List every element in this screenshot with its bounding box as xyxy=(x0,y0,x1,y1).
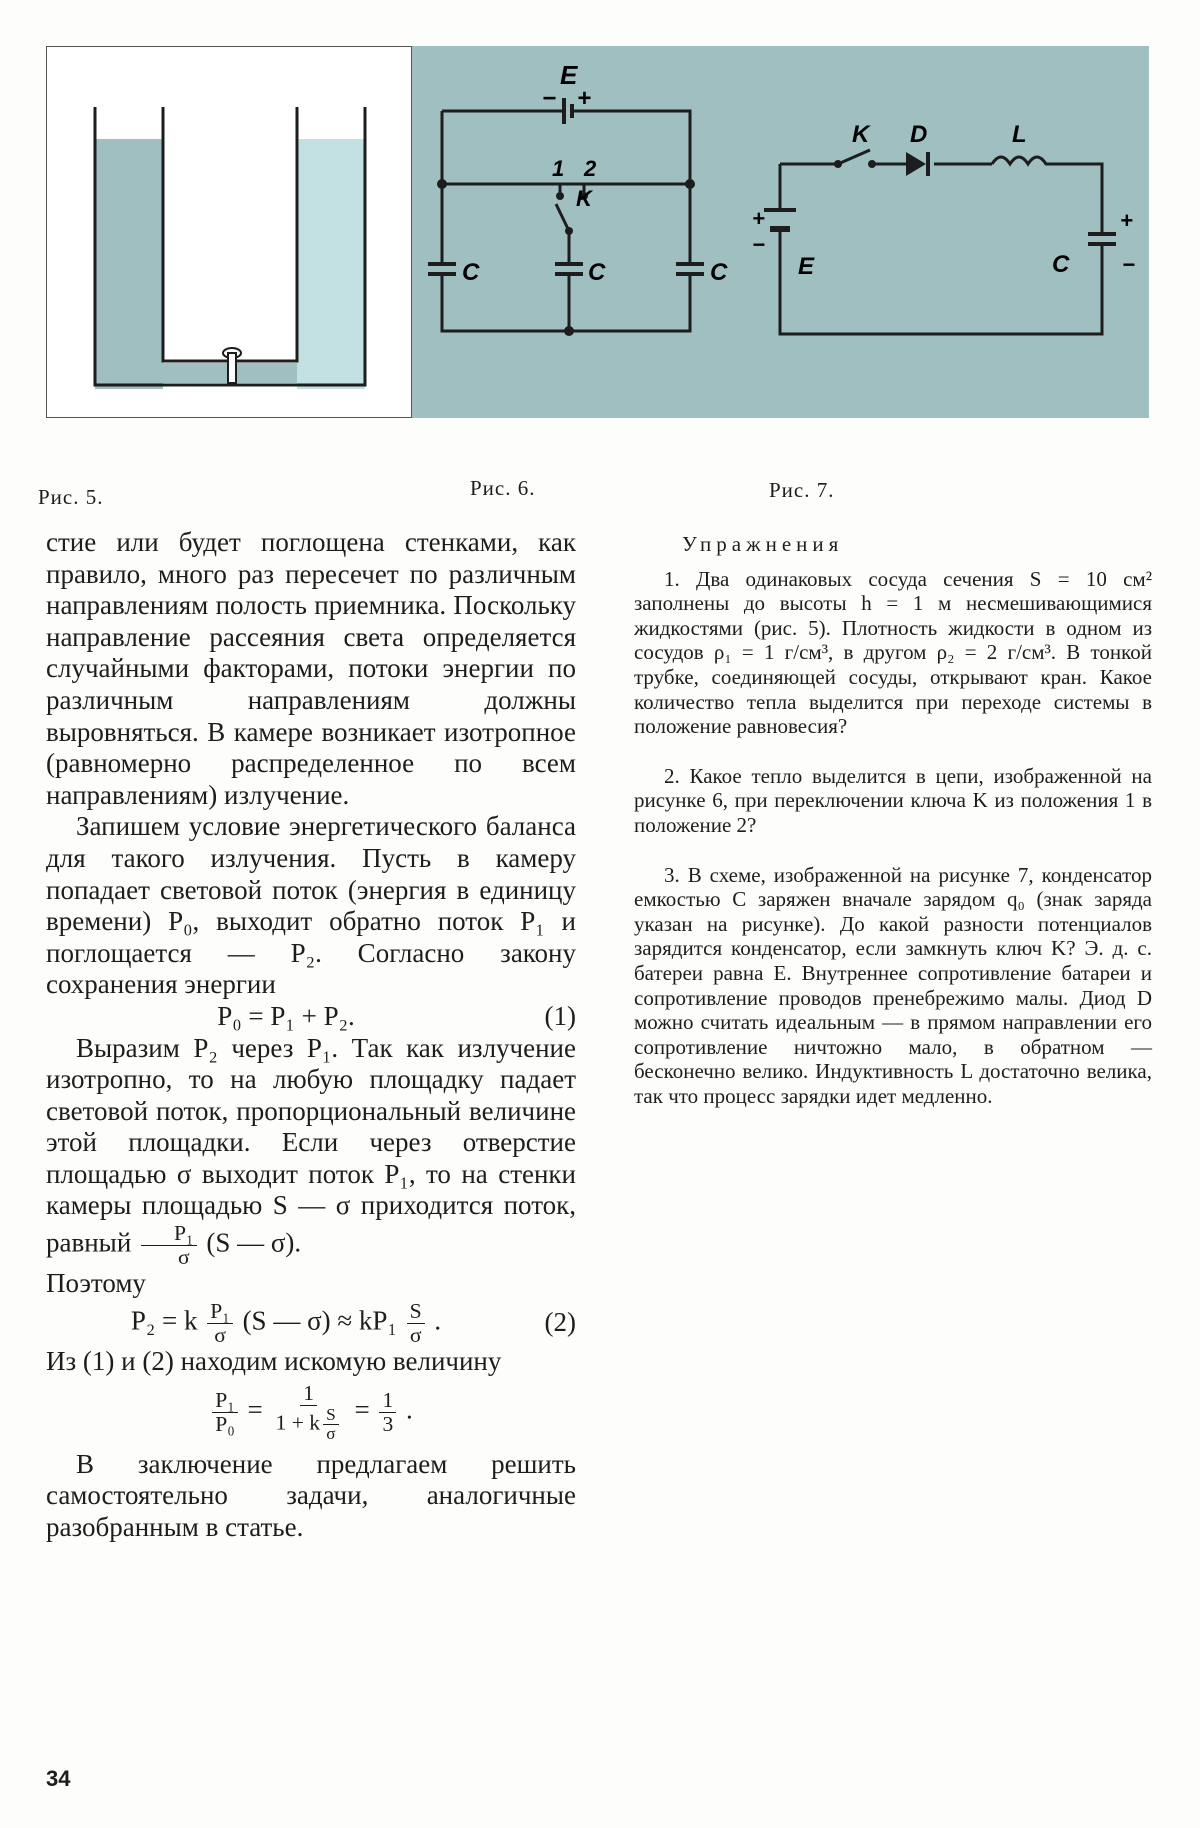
fig7-label-cap: C xyxy=(1052,251,1070,278)
fraction-denominator: σ xyxy=(214,1322,226,1347)
fig6-label-emf: E xyxy=(560,60,578,90)
fig7-components xyxy=(764,152,1116,246)
paragraph-find-value: Из (1) и (2) находим искомую величину xyxy=(46,1346,502,1377)
capacitor-icon xyxy=(1088,232,1116,236)
liquid-rho1-left xyxy=(95,139,163,389)
exercise-3: 3. В схеме, изображенной на рисунке 7, конденсатор емкостью C заряжен вначале зарядом q₀ (знак заряда указан на рисунке). До какой разности потенциалов зарядится конденсатор, если замкнуть ключ K? Э. д. с. батереи равна E. Внутреннее сопротивление батареи и сопротивление проводов пренебрежимо малы. Диод D можно считать идеальным — в прямом направлении его сопротивление ничтожно мало, в обратном — бесконечно велико. Индуктивность L достаточно велика, так что процесс зарядки идет медленно. xyxy=(634,862,1152,1108)
fig6-label-cap-right: C xyxy=(710,259,728,286)
paragraph-express-p2-text: Выразим P₂ через P₁. Так как излучение изотропно, то на любую площадку падает световой поток, пропорциональный величине этой площадки. Если через отверстие площадью σ выходит поток P₁, то на стенки камеры площадью S — σ приходится поток, равный xyxy=(46,1032,576,1258)
exercise-1: 1. Два одинаковых сосуда сечения S = 10 см² заполнены до высоты h = 1 м несмешивающимися жидкостями (рис. 5). Плотность жидкости в одном из сосудов ρ₁ = 1 г/см³, в другом ρ₂ = 2 г/см³. В тонкой трубке, соединяющей сосуды, открывают кран. Какое количество тепла выделится при переходе системы в положение равновесия? xyxy=(634,566,1152,739)
fraction-denominator: 3 xyxy=(382,1411,394,1436)
fig6-label-minus: − xyxy=(542,85,557,112)
equation-3-equals: = xyxy=(247,1394,263,1425)
paragraph-conclusion: В заключение предлагаем решить самостоятельно задачи, аналогичные разобранным в статье. xyxy=(46,1448,576,1543)
figure-5-panel xyxy=(46,46,412,418)
exercises-right-column xyxy=(634,532,1152,1108)
fraction-denominator: P₀ xyxy=(215,1411,235,1436)
equation-2-middle: (S — σ) ≈ kP₁ xyxy=(242,1305,397,1336)
figure-7-caption: Рис. 7. xyxy=(769,478,835,502)
battery-short-plate xyxy=(770,226,790,232)
paragraph-express-p2-end: (S — σ). xyxy=(206,1227,302,1258)
equation-1-body: P₀ = P₁ + P₂. xyxy=(217,1000,355,1031)
fig7-label-diode: D xyxy=(910,121,928,148)
nested-fraction-s-sigma xyxy=(323,1406,339,1443)
figure-7-circuit xyxy=(780,150,1102,334)
fraction-denominator xyxy=(273,1406,345,1443)
figure-6-circuit xyxy=(442,111,690,331)
diode-icon xyxy=(906,152,926,176)
exercise-2: 2. Какое тепло выделится в цепи, изображенной на рисунке 6, при переключении ключа K из положения 1 в положение 2? xyxy=(634,763,1152,837)
fraction-numerator: P₁ xyxy=(141,1222,197,1246)
fig6-label-cap-left: C xyxy=(462,259,480,286)
page-number: 34 xyxy=(46,1766,71,1791)
figure-5-caption: Рис. 5. xyxy=(38,485,104,509)
fig6-label-cap-mid: C xyxy=(588,259,606,286)
paragraph-express-p2 xyxy=(46,1033,576,1269)
fig6-label-pos1: 1 xyxy=(552,156,565,181)
fraction-p1-sigma xyxy=(141,1222,197,1268)
equation-3 xyxy=(46,1382,576,1443)
battery-long-plate xyxy=(764,208,796,212)
fraction-numerator: S xyxy=(323,1406,339,1425)
fraction-numerator: 1 xyxy=(379,1389,396,1413)
equation-3-fraction-1 xyxy=(212,1389,238,1435)
fig7-label-emf: E xyxy=(798,253,815,280)
equation-2-fraction-1 xyxy=(207,1300,233,1346)
fraction-numerator: P₁ xyxy=(212,1389,238,1413)
fig6-label-key: K xyxy=(576,186,592,211)
capacitor-icons xyxy=(428,179,704,336)
fig7-label-minus-batt: − xyxy=(752,232,765,257)
equation-3-fraction-3 xyxy=(379,1389,396,1435)
fig6-label-pos2: 2 xyxy=(584,156,597,181)
equation-2 xyxy=(46,1300,576,1346)
paragraph-isotropic: стие или будет поглощена стенками, как правило, много раз пересечет по различным направлениям полость приемника. Поскольку направление рассеяния света определяется случайными факторами, потоки энергии по различным направлениям должны выровняться. В камере возникает изотропное (равномерно распределенное по всем направлениям) излучение. xyxy=(46,527,576,810)
equation-3-end: . xyxy=(406,1394,413,1425)
equation-1 xyxy=(46,1001,576,1033)
fig7-label-inductor: L xyxy=(1012,121,1027,148)
figure-5-vessels xyxy=(47,47,411,417)
equation-3-fraction-2 xyxy=(273,1382,345,1443)
equation-3-body xyxy=(46,1382,576,1443)
paragraph-therefore: Поэтому xyxy=(46,1268,146,1299)
fraction-numerator: P₁ xyxy=(207,1300,233,1324)
figure-6-7-panel xyxy=(412,46,1149,418)
fraction-numerator: 1 xyxy=(300,1382,317,1406)
fig7-label-plus-batt: + xyxy=(752,206,765,231)
equation-2-fraction-2 xyxy=(407,1300,425,1346)
circuit-diagrams xyxy=(412,46,1149,418)
exercises-title: Упражнения xyxy=(682,532,844,556)
fig7-label-minus-cap: − xyxy=(1122,252,1135,277)
equation-2-end: . xyxy=(434,1305,442,1336)
fraction-numerator: S xyxy=(407,1300,425,1324)
battery-icon xyxy=(562,98,574,124)
equation-2-body xyxy=(46,1300,526,1346)
fig6-label-plus: + xyxy=(577,85,592,112)
equation-2-lhs: P₂ = k xyxy=(130,1305,198,1336)
fraction-denominator: σ xyxy=(326,1423,336,1443)
liquid-rho2-right xyxy=(297,139,365,389)
equation-2-number: (2) xyxy=(544,1307,576,1338)
fig7-label-plus-cap: + xyxy=(1120,208,1133,233)
figure-6-caption: Рис. 6. xyxy=(470,476,536,500)
article-left-column xyxy=(46,527,576,1544)
fig7-label-key: K xyxy=(852,121,870,148)
denominator-text: 1 + k xyxy=(275,1410,321,1435)
equation-1-number: (1) xyxy=(544,1000,576,1031)
paragraph-energy-balance: Запишем условие энергетического баланса для такого излучения. Пусть в камеру попадает световой поток (энергия в единицу времени) P₀, выходит обратно поток P₁ и поглощается — P₂. Согласно закону сохранения энергии xyxy=(46,811,576,1000)
fraction-denominator: σ xyxy=(177,1244,190,1269)
equation-3-equals-2: = xyxy=(354,1394,370,1425)
fraction-denominator: σ xyxy=(409,1322,422,1347)
